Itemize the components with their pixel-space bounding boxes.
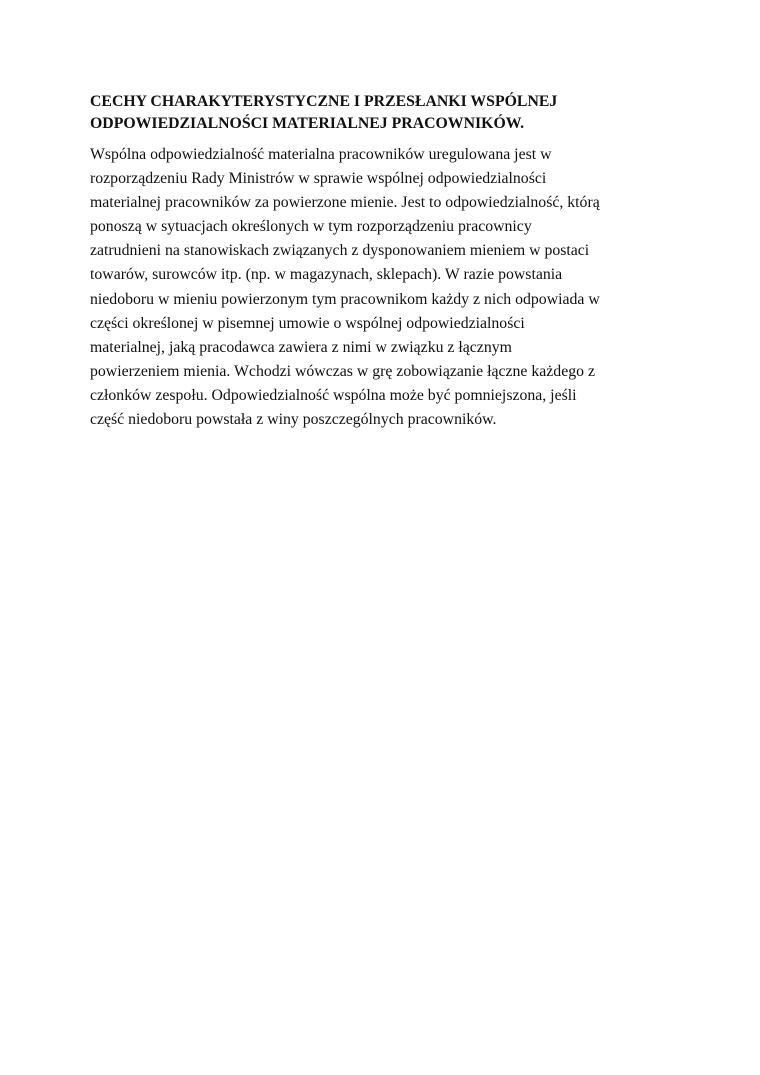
paragraph-line: ponoszą w sytuacjach określonych w tym rozporządzeniu pracownicy bbox=[90, 218, 532, 236]
paragraph-line: Wspólna odpowiedzialność materialna pracowników uregulowana jest w bbox=[90, 146, 552, 163]
paragraph-line: niedoboru w mieniu powierzonym tym pracownikom każdy z nich odpowiada w bbox=[90, 290, 600, 308]
paragraph-line: materialnej, jaką pracodawca zawiera z nimi w związku z łącznym bbox=[90, 338, 512, 356]
paragraph-line: członków zespołu. Odpowiedzialność wspólna może być pomniejszona, jeśli bbox=[90, 386, 577, 404]
paragraph-line: materialnej pracowników za powierzone mienie. Jest to odpowiedzialność, którą bbox=[90, 194, 600, 212]
paragraph-line: rozporządzeniu Rady Ministrów w sprawie wspólnej odpowiedzialności bbox=[90, 170, 547, 188]
document-title bbox=[90, 91, 680, 135]
paragraph-line: części określonej w pisemnej umowie o wspólnej odpowiedzialności bbox=[90, 314, 525, 332]
paragraph-line: towarów, surowców itp. (np. w magazynach, sklepach). W razie powstania bbox=[90, 266, 563, 284]
paragraph-line: część niedoboru powstała z winy poszczególnych pracowników. bbox=[90, 411, 497, 429]
document-content bbox=[90, 91, 680, 432]
title-line: ODPOWIEDZIALNOŚCI MATERIALNEJ PRACOWNIKÓW. bbox=[90, 115, 525, 132]
paragraph-line: zatrudnieni na stanowiskach związanych z dysponowaniem mieniem w postaci bbox=[90, 242, 590, 260]
paragraph-line: powierzeniem mienia. Wchodzi wówczas w grę zobowiązanie łączne każdego z bbox=[90, 362, 595, 380]
title-line: CECHY CHARAKYTERYSTYCZNE I PRZESŁANKI WSPÓLNEJ bbox=[90, 93, 558, 110]
body-paragraph bbox=[90, 143, 680, 432]
